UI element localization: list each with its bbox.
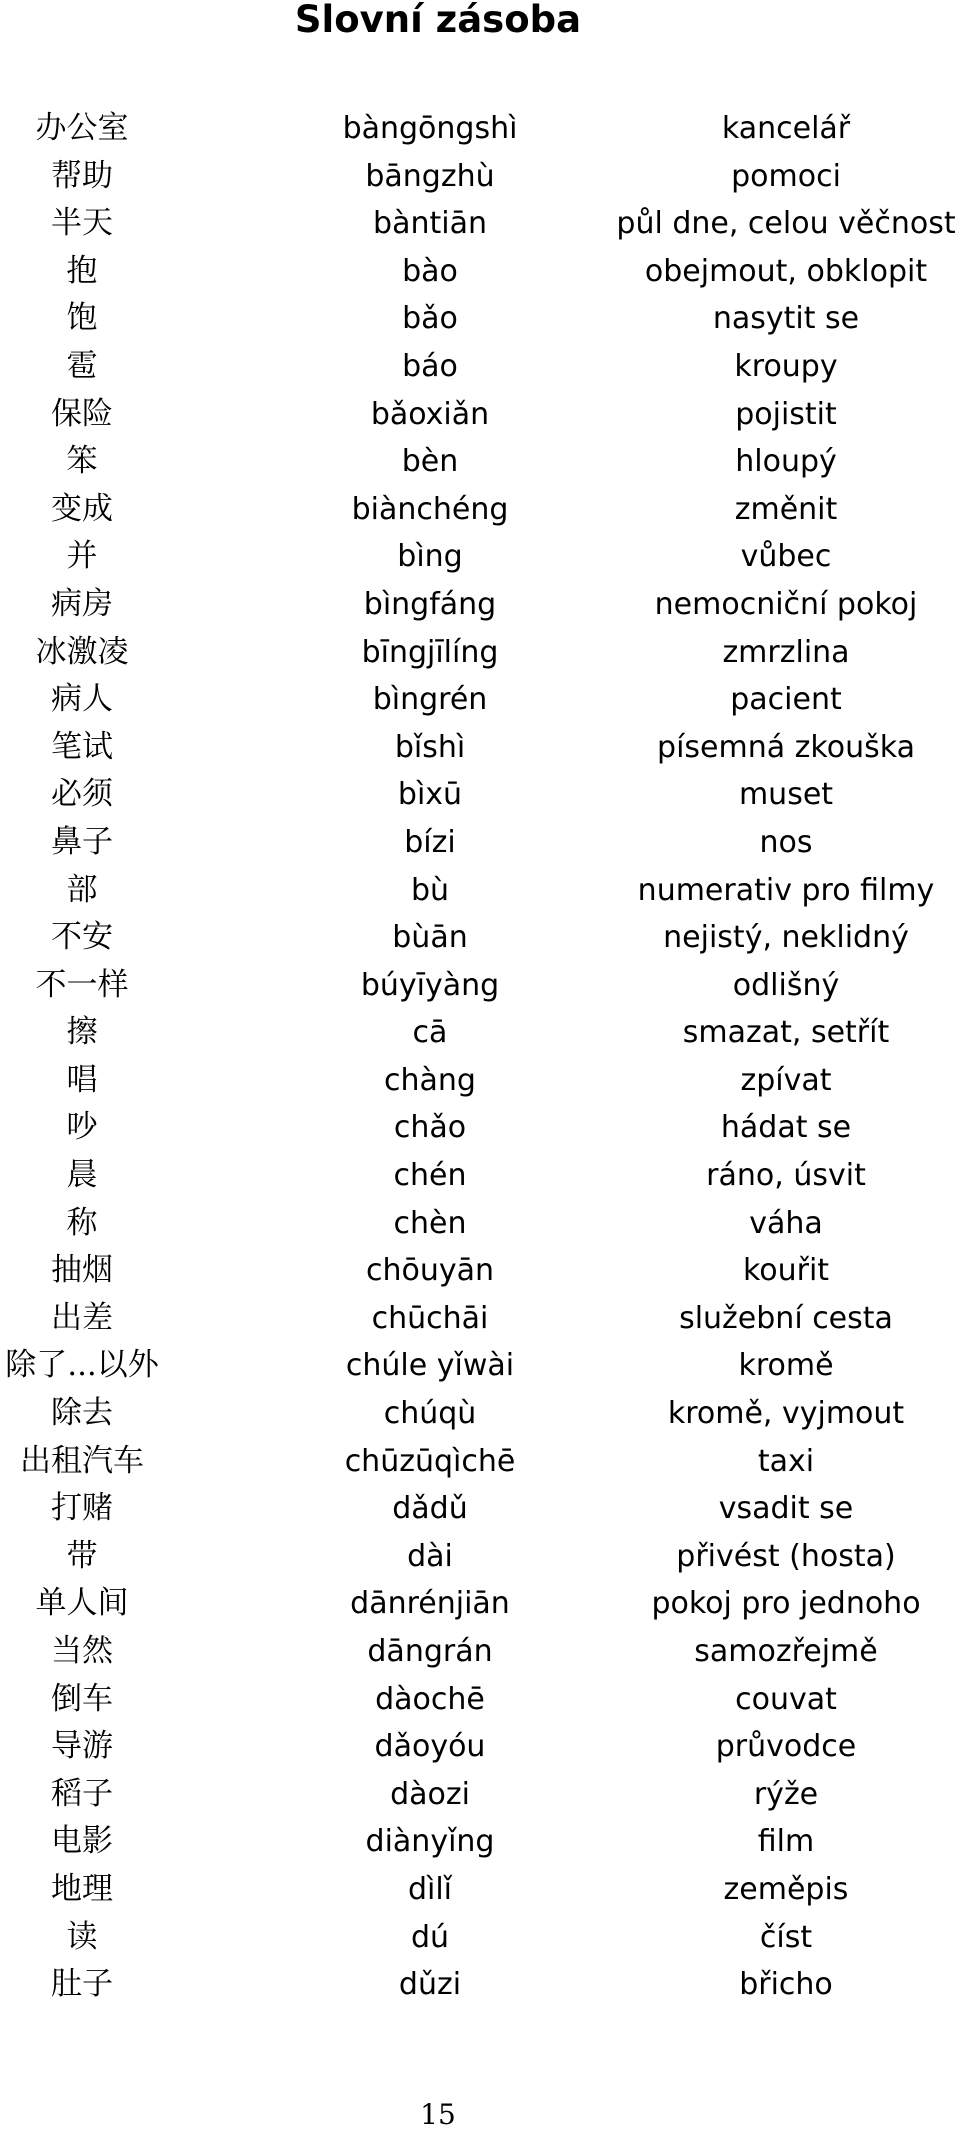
vocab-row — [0, 1152, 960, 1200]
meaning-cell: numerativ pro filmy — [637, 872, 935, 908]
vocab-row — [0, 1676, 960, 1724]
vocab-row — [0, 1200, 960, 1248]
pinyin-cell: búyīyàng — [360, 967, 500, 1003]
vocab-row — [0, 486, 960, 534]
meaning-cell: samozřejmě — [694, 1634, 878, 1669]
vocab-row — [0, 391, 960, 439]
pinyin-cell: chūchāi — [371, 1300, 489, 1336]
hanzi-cell: 鼻子 — [51, 823, 113, 860]
pinyin-cell: dú — [410, 1919, 450, 1955]
hanzi-cell: 除了...以外 — [5, 1347, 159, 1384]
pinyin-cell: dài — [407, 1538, 453, 1574]
pinyin-cell: bìngrén — [372, 682, 488, 718]
meaning-cell: váha — [749, 1205, 823, 1241]
vocab-row — [0, 1533, 960, 1581]
pinyin-cell: cā — [412, 1015, 448, 1051]
vocab-row — [0, 1723, 960, 1771]
page-title: Slovní zásoba — [294, 0, 582, 41]
pinyin-cell: chèn — [393, 1205, 467, 1241]
pinyin-cell: dǎoyóu — [374, 1729, 486, 1765]
meaning-cell: muset — [738, 777, 834, 813]
meaning-cell: pomoci — [731, 158, 841, 194]
pinyin-cell: bìxū — [397, 777, 463, 813]
hanzi-cell: 半天 — [51, 205, 113, 242]
meaning-cell: nejistý, neklidný — [663, 920, 909, 956]
hanzi-cell: 晨 — [66, 1157, 98, 1194]
vocab-row — [0, 1342, 960, 1390]
vocab-row — [0, 962, 960, 1010]
hanzi-cell: 病人 — [51, 681, 113, 718]
meaning-cell: číst — [759, 1919, 813, 1955]
vocabulary-table — [0, 105, 960, 2009]
hanzi-cell: 单人间 — [35, 1585, 129, 1622]
pinyin-cell: bào — [402, 253, 458, 289]
vocab-row — [0, 914, 960, 962]
page-number: 15 — [420, 2098, 456, 2131]
hanzi-cell: 读 — [66, 1918, 98, 1955]
meaning-cell: film — [757, 1824, 815, 1860]
meaning-cell: smazat, setřít — [682, 1015, 890, 1051]
hanzi-cell: 部 — [66, 871, 98, 908]
vocab-row — [0, 248, 960, 296]
vocab-row — [0, 1104, 960, 1152]
vocab-row — [0, 105, 960, 153]
hanzi-cell: 肚子 — [51, 1966, 113, 2003]
hanzi-cell: 带 — [66, 1537, 98, 1574]
pinyin-cell: chūzūqìchē — [344, 1443, 516, 1479]
vocab-row — [0, 1866, 960, 1914]
vocab-row — [0, 1295, 960, 1343]
vocab-row — [0, 1628, 960, 1676]
hanzi-cell: 出租汽车 — [20, 1442, 144, 1479]
meaning-cell: přivést (hosta) — [676, 1538, 896, 1574]
vocab-row — [0, 1390, 960, 1438]
hanzi-cell: 倒车 — [51, 1680, 113, 1717]
hanzi-cell: 保险 — [51, 395, 113, 432]
meaning-cell: pacient — [730, 682, 842, 718]
hanzi-cell: 不一样 — [35, 966, 129, 1003]
meaning-cell: hádat se — [720, 1110, 852, 1146]
vocab-row — [0, 1580, 960, 1628]
pinyin-cell: bǎoxiǎn — [370, 396, 490, 432]
pinyin-cell: dàochē — [375, 1681, 485, 1717]
pinyin-cell: bǎo — [402, 301, 458, 337]
meaning-cell: vsadit se — [718, 1491, 854, 1527]
vocab-row — [0, 1818, 960, 1866]
meaning-cell: hloupý — [735, 444, 837, 480]
vocab-row — [0, 1961, 960, 2009]
hanzi-cell: 称 — [66, 1204, 98, 1241]
meaning-cell: nemocniční pokoj — [654, 586, 918, 622]
hanzi-cell: 当然 — [51, 1633, 113, 1669]
vocab-row — [0, 533, 960, 581]
hanzi-cell: 抽烟 — [51, 1252, 113, 1289]
vocab-row — [0, 1009, 960, 1057]
vocab-row — [0, 1485, 960, 1533]
hanzi-cell: 电影 — [51, 1823, 113, 1860]
hanzi-cell: 擦 — [66, 1014, 98, 1051]
pinyin-cell: bízi — [404, 824, 456, 860]
meaning-cell: změnit — [734, 491, 838, 527]
pinyin-cell: bùān — [392, 920, 468, 956]
meaning-cell: rýže — [753, 1776, 819, 1812]
pinyin-cell: dāngrán — [367, 1634, 493, 1669]
pinyin-cell: bù — [410, 872, 450, 908]
hanzi-cell: 出差 — [51, 1299, 113, 1336]
hanzi-cell: 病房 — [51, 585, 113, 622]
hanzi-cell: 稻子 — [51, 1775, 113, 1812]
pinyin-cell: báo — [402, 348, 458, 384]
pinyin-cell: chǎo — [393, 1110, 467, 1146]
hanzi-cell: 抱 — [66, 252, 98, 289]
pinyin-cell: diànyǐng — [365, 1824, 495, 1860]
meaning-cell: písemná zkouška — [657, 729, 915, 765]
vocab-row — [0, 1057, 960, 1105]
pinyin-cell: chúle yǐwài — [345, 1348, 515, 1384]
hanzi-cell: 笨 — [66, 443, 98, 480]
pinyin-cell: biànchéng — [351, 491, 509, 527]
hanzi-cell: 地理 — [51, 1870, 113, 1907]
pinyin-cell: chén — [393, 1158, 467, 1194]
pinyin-cell: bìng — [397, 539, 463, 575]
vocab-row — [0, 1438, 960, 1486]
pinyin-cell: bǐshì — [394, 729, 466, 765]
meaning-cell: vůbec — [740, 539, 832, 575]
vocab-row — [0, 343, 960, 391]
hanzi-cell: 除去 — [51, 1395, 113, 1432]
vocab-row — [0, 771, 960, 819]
meaning-cell: obejmout, obklopit — [644, 253, 928, 289]
meaning-cell: kouřit — [742, 1253, 830, 1289]
hanzi-cell: 打赌 — [51, 1490, 113, 1527]
meaning-cell: kancelář — [721, 111, 851, 146]
hanzi-cell: 不安 — [51, 919, 113, 956]
meaning-cell: pojistit — [735, 396, 837, 432]
vocab-row — [0, 676, 960, 724]
pinyin-cell: chàng — [384, 1062, 476, 1098]
meaning-cell: průvodce — [715, 1729, 857, 1765]
vocab-row — [0, 438, 960, 486]
meaning-cell: půl dne, celou věčnost — [616, 206, 956, 242]
meaning-cell: zpívat — [740, 1062, 832, 1098]
vocab-row — [0, 867, 960, 915]
pinyin-cell: bāngzhù — [365, 158, 495, 194]
hanzi-cell: 雹 — [66, 347, 98, 384]
hanzi-cell: 办公室 — [35, 110, 129, 146]
meaning-cell: zmrzlina — [722, 634, 850, 670]
hanzi-cell: 必须 — [51, 776, 113, 813]
pinyin-cell: bàngōngshì — [342, 111, 518, 146]
meaning-cell: taxi — [757, 1443, 815, 1479]
pinyin-cell: dàozi — [390, 1776, 470, 1812]
hanzi-cell: 笔试 — [51, 728, 113, 765]
meaning-cell: ráno, úsvit — [706, 1158, 866, 1194]
hanzi-cell: 并 — [66, 538, 98, 575]
meaning-cell: nos — [759, 824, 813, 860]
pinyin-cell: dǔzi — [398, 1967, 462, 2003]
meaning-cell: kromě — [738, 1348, 834, 1384]
meaning-cell: kromě, vyjmout — [667, 1396, 905, 1432]
vocab-row — [0, 1247, 960, 1295]
pinyin-cell: dānrénjiān — [350, 1586, 510, 1622]
meaning-cell: odlišný — [732, 967, 840, 1003]
hanzi-cell: 冰激凌 — [35, 633, 129, 670]
meaning-cell: couvat — [735, 1681, 837, 1717]
meaning-cell: břicho — [739, 1967, 833, 2003]
vocab-row — [0, 724, 960, 772]
meaning-cell: kroupy — [734, 348, 838, 384]
meaning-cell: zeměpis — [723, 1871, 849, 1907]
pinyin-cell: bìngfáng — [363, 586, 497, 622]
pinyin-cell: dìlǐ — [407, 1871, 453, 1907]
pinyin-cell: chúqù — [383, 1396, 477, 1432]
vocab-row — [0, 819, 960, 867]
hanzi-cell: 帮助 — [51, 157, 113, 194]
hanzi-cell: 饱 — [66, 300, 98, 337]
pinyin-cell: bàntiān — [373, 206, 487, 242]
vocab-row — [0, 629, 960, 677]
meaning-cell: pokoj pro jednoho — [651, 1586, 921, 1622]
pinyin-cell: bèn — [401, 444, 459, 480]
vocab-row — [0, 581, 960, 629]
hanzi-cell: 导游 — [51, 1728, 113, 1765]
meaning-cell: služební cesta — [679, 1300, 893, 1336]
hanzi-cell: 唱 — [66, 1061, 98, 1098]
vocab-row — [0, 295, 960, 343]
pinyin-cell: chōuyān — [365, 1253, 495, 1289]
vocab-row — [0, 153, 960, 201]
vocab-row — [0, 1914, 960, 1962]
vocab-row — [0, 1771, 960, 1819]
hanzi-cell: 变成 — [51, 490, 113, 527]
hanzi-cell: 吵 — [66, 1109, 98, 1146]
pinyin-cell: dǎdǔ — [392, 1491, 468, 1527]
vocab-row — [0, 200, 960, 248]
meaning-cell: nasytit se — [712, 301, 860, 337]
pinyin-cell: bīngjīlíng — [361, 634, 499, 670]
